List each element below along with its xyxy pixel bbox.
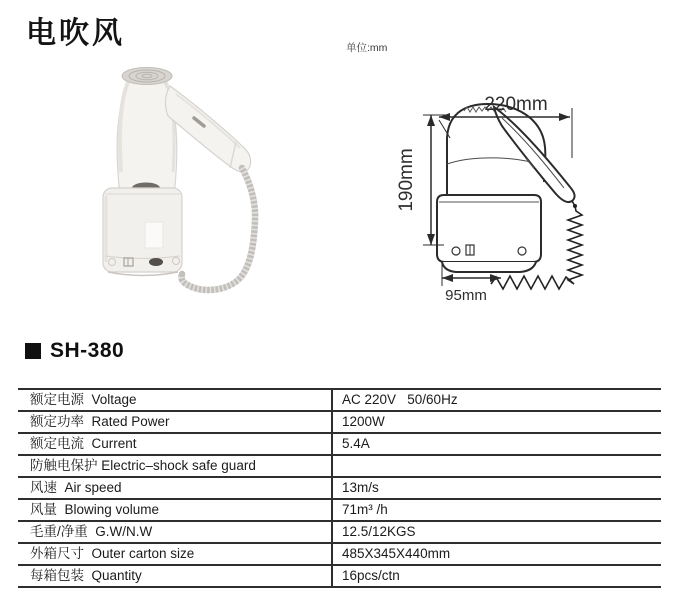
model-number: SH-380	[50, 339, 125, 362]
spec-label: 风速 Air speed	[30, 480, 122, 495]
table-row-carton-size	[18, 544, 661, 566]
spec-label: 每箱包装 Quantity	[30, 568, 142, 583]
spec-label: 外箱尺寸 Outer carton size	[30, 546, 195, 561]
spec-value: 13m/s	[331, 478, 661, 498]
height-dimension-label: 190mm	[398, 148, 417, 212]
spec-label: 毛重/净重 G.W/N.W	[30, 524, 153, 539]
width-dimension-label: 220mm	[484, 94, 548, 115]
spec-value: 485X345X440mm	[331, 544, 661, 564]
table-row-rated-power	[18, 412, 661, 434]
page-title: 电吹风	[26, 17, 125, 50]
hair-dryer-photo-illustration	[90, 62, 275, 307]
model-heading	[25, 339, 124, 363]
table-row-blowing-volume	[18, 500, 661, 522]
spec-label: 额定电流 Current	[30, 436, 137, 451]
table-row-quantity	[18, 566, 661, 588]
spec-table	[18, 388, 661, 588]
spec-label: 风量 Blowing volume	[30, 502, 160, 517]
spec-value: AC 220V 50/60Hz	[331, 390, 661, 410]
table-row-shock-safeguard	[18, 456, 661, 478]
spec-label: 防触电保护 Electric–shock safe guard	[30, 458, 256, 473]
dimension-drawing	[398, 80, 648, 310]
spec-value: 1200W	[331, 412, 661, 432]
spec-label: 额定功率 Rated Power	[30, 414, 170, 429]
spec-value: 5.4A	[331, 434, 661, 454]
product-photo	[90, 62, 275, 307]
unit-note: 单位:mm	[346, 42, 388, 54]
base-dimension-label: 95mm	[445, 287, 487, 304]
spec-value: 71m³ /h	[331, 500, 661, 520]
hair-dryer-outline-drawing	[398, 80, 648, 310]
spec-value	[331, 456, 661, 476]
spec-value: 16pcs/ctn	[331, 566, 661, 586]
spec-value: 12.5/12KGS	[331, 522, 661, 542]
table-row-weight	[18, 522, 661, 544]
spec-label: 额定电源 Voltage	[30, 392, 137, 407]
black-square-bullet-icon	[25, 343, 41, 359]
table-row-air-speed	[18, 478, 661, 500]
table-row-voltage	[18, 390, 661, 412]
table-row-current	[18, 434, 661, 456]
